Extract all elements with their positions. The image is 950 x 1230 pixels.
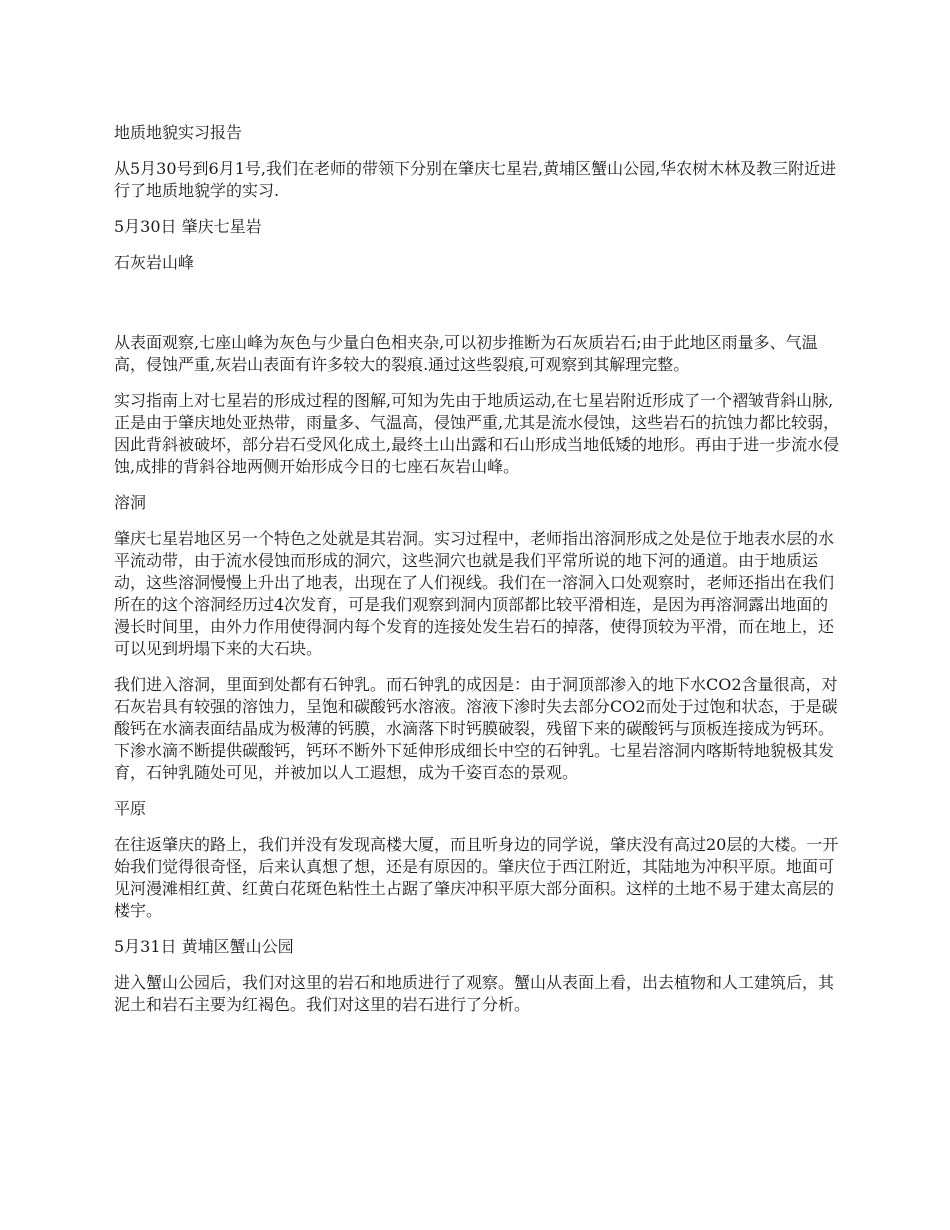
section-heading-plain: 平原 xyxy=(114,799,147,818)
day2-heading: 5月31日 黄埔区蟹山公园 xyxy=(114,937,294,956)
paragraph-xieshan: 进入蟹山公园后，我们对这里的岩石和地质进行了观察。蟹山从表面上看，出去植物和人工建筑后，其泥土和岩石主要为红褐色。我们对这里的岩石进行了分析。 xyxy=(114,973,835,1014)
day1-heading: 5月30日 肇庆七星岩 xyxy=(114,217,262,236)
paragraph-stalactite: 我们进入溶洞，里面到处都有石钟乳。而石钟乳的成因是：由于洞顶部渗入的地下水CO2含量很高，对石灰岩具有较强的溶蚀力，呈饱和碳酸钙水溶液。溶液下渗时失去部分CO2而处于过饱和状态，于是碳酸钙在水滴表面结晶成为极薄的钙膜，水滴落下时钙膜破裂，残留下来的碳酸钙与顶板连接成为钙环。下渗水滴不断提供碳酸钙，钙环不断外下延伸形成细长中空的石钟乳。七星岩溶洞内喀斯特地貌极其发育，石钟乳随处可见，并被加以人工遐想，成为千姿百态的景观。 xyxy=(114,675,838,782)
document-page xyxy=(114,122,844,1016)
paragraph-cave-formation: 肇庆七星岩地区另一个特色之处就是其岩洞。实习过程中，老师指出溶洞形成之处是位于地表水层的水平流动带，由于流水侵蚀而形成的洞穴，这些洞穴也就是我们平常所说的地下河的通道。由于地质运动，这些溶洞慢慢上升出了地表，出现在了人们视线。我们在一溶洞入口处观察时，老师还指出在我们所在的这个溶洞经历过4次发育，可是我们观察到洞内顶部都比较平滑相连，是因为再溶洞露出地面的漫长时间里，由外力作用使得洞内每个发育的连接处发生岩石的掉落，使得顶较为平滑，而在地上，还可以见到坍塌下来的大石块。 xyxy=(114,529,835,658)
document-title: 地质地貌实习报告 xyxy=(114,123,243,142)
paragraph-plain: 在往返肇庆的路上，我们并没有发现高楼大厦，而且听身边的同学说，肇庆没有高过20层的大楼。一开始我们觉得很奇怪，后来认真想了想，还是有原因的。肇庆位于西江附近，其陆地为冲积平原。地面可见河漫滩相红黄、红黄白花斑色粘性土占踞了肇庆冲积平原大部分面积。这样的土地不易于建太高层的楼宇。 xyxy=(114,835,839,920)
intro-paragraph: 从5月30号到6月1号,我们在老师的带领下分别在肇庆七星岩,黄埔区蟹山公园,华农树木林及教三附近进行了地质地貌学的实习. xyxy=(114,159,837,200)
section-heading-cave: 溶洞 xyxy=(114,493,147,512)
paragraph-limestone-formation: 实习指南上对七星岩的形成过程的图解,可知为先由于地质运动,在七星岩附近形成了一个褶皱背斜山脉,正是由于肇庆地处亚热带，雨量多、气温高，侵蚀严重,尤其是流水侵蚀，这些岩石的抗蚀力都比较弱，因此背斜被破坏，部分岩石受风化成土,最终土山出露和石山形成当地低矮的地形。再由于进一步流水侵蚀,成排的背斜谷地两侧开始形成今日的七座石灰岩山峰。 xyxy=(114,391,840,476)
paragraph-limestone-observation: 从表面观察,七座山峰为灰色与少量白色相夹杂,可以初步推断为石灰质岩石;由于此地区雨量多、气温高，侵蚀严重,灰岩山表面有许多较大的裂痕.通过这些裂痕,可观察到其解理完整。 xyxy=(114,333,818,374)
section-heading-limestone: 石灰岩山峰 xyxy=(114,253,195,272)
